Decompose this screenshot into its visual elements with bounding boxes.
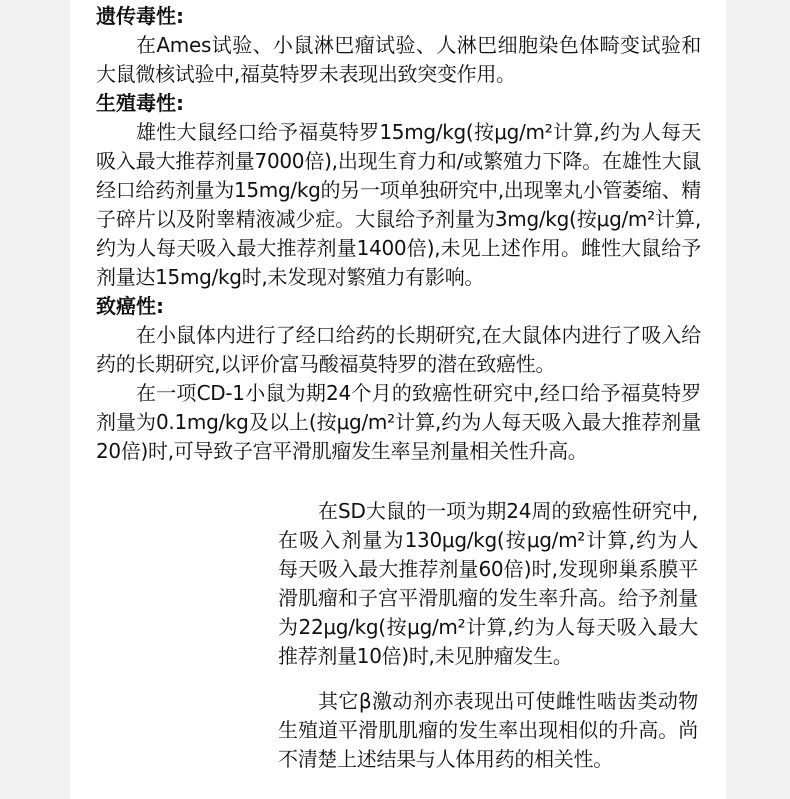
reproductive-toxicity-heading: 生殖毒性: — [96, 91, 184, 115]
genotoxicity-heading: 遗传毒性: — [96, 4, 184, 28]
reproductive-toxicity-paragraph: 雄性大鼠经口给予福莫特罗15mg/kg(按μg/m²计算,约为人每天吸入最大推荐剂量7000倍),出现生育力和/或繁殖力下降。在雄性大鼠经口给药剂量为15mg/kg的另一项单独研究中,出现睾丸小管萎缩、精子碎片以及附睾精液减少症。大鼠给予剂量为3mg/kg(按μg/m²计算,约为人每天吸入最大推荐剂量1400倍),未见上述作用。雌性大鼠给予剂量达15mg/kg时,未发现对繁殖力有影响。 — [96, 120, 701, 289]
genotoxicity-paragraph: 在Ames试验、小鼠淋巴瘤试验、人淋巴细胞染色体畸变试验和大鼠微核试验中,福莫特罗未表现出致突变作用。 — [96, 33, 701, 86]
carcinogenicity-paragraph-2: 在一项CD-1小鼠为期24个月的致癌性研究中,经口给予福莫特罗剂量为0.1mg/kg及以上(按μg/m²计算,约为人每天吸入最大推荐剂量20倍)时,可导致子宫平滑肌瘤发生率呈剂量相关性升高。 — [96, 381, 701, 463]
carcinogenicity-heading: 致癌性: — [96, 294, 164, 318]
carcinogenicity-paragraph-4: 其它β激动剂亦表现出可使雌性啮齿类动物生殖道平滑肌肌瘤的发生率出现相似的升高。尚不清楚上述结果与人体用药的相关性。 — [278, 689, 698, 771]
carcinogenicity-paragraph-1: 在小鼠体内进行了经口给药的长期研究,在大鼠体内进行了吸入给药的长期研究,以评价富马酸福莫特罗的潜在致癌性。 — [96, 323, 701, 376]
carcinogenicity-paragraph-3: 在SD大鼠的一项为期24周的致癌性研究中,在吸入剂量为130μg/kg(按μg/m²计算,约为人每天吸入最大推荐剂量60倍)时,发现卵巢系膜平滑肌瘤和子宫平滑肌瘤的发生率升高。给予剂量为22μg/kg(按μg/m²计算,约为人每天吸入最大推荐剂量10倍)时,未见肿瘤发生。 — [278, 499, 698, 668]
